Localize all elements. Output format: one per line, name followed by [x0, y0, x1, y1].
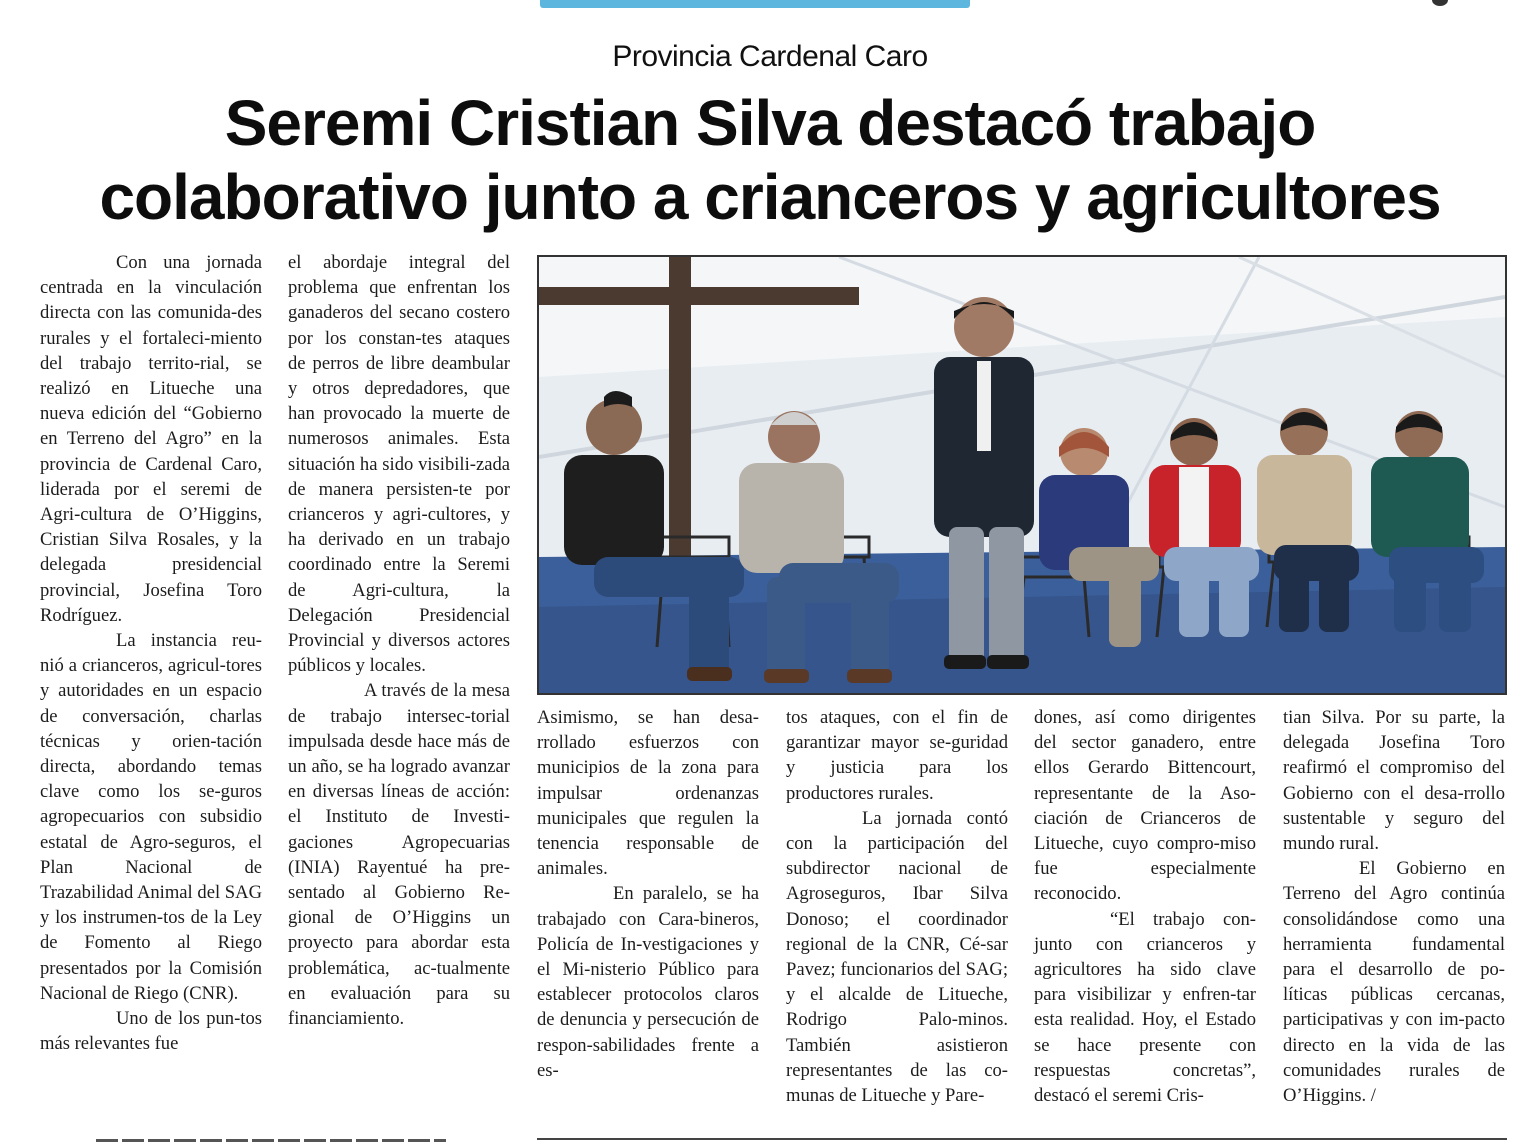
masthead-strip — [0, 0, 1540, 14]
paragraph: el abordaje integral del problema que enfrentan los ganaderos del secano costero por los constan-tes ataques de perros de libre deambular y otros depredadores, que han provocado la muerte de numerosos animales. Esta situación ha sido visibili-zada de manera persisten-te por crianceros y agri-cultores, y ha derivado en un trabajo coordinado entre la Seremi de Agri-cultura, la Delegación Presidencial Provincial y diversos actores públicos y locales. — [288, 252, 510, 677]
paragraph: La instancia reu-nió a crianceros, agricul-tores y autoridades en un espacio de conversación, charlas técnicas y orien-tación directa, abordando temas clave como los se-guros agropecuarios con subsidio estatal de Agro-seguros, el Plan Nacional de Trazabilidad Animal del SAG y los instrumen-tos de la Ley de Fomento al Riego presentados por la Comisión Nacional de Riego (CNR). — [40, 630, 262, 1004]
article-column-5 — [1034, 705, 1256, 1108]
page-mark-icon — [1432, 0, 1448, 6]
paragraph: tos ataques, con el fin de garantizar mayor se-guridad y justicia para los productores rurales. — [786, 707, 1008, 804]
article-column-3 — [537, 705, 759, 1083]
paragraph: La jornada contó con la participación del subdirector nacional de Agroseguros, Ibar Silva Donoso; el coordinador regional de la CNR, Cé-sar Pavez; funcionarios del SAG; y el alcalde de Litueche, Rodrigo Palo-minos. También asistieron representantes de las co-munas de Litueche y Pare- — [786, 807, 1008, 1107]
headline — [0, 86, 1540, 234]
article-column-6 — [1283, 705, 1505, 1108]
headline-line-1: Seremi Cristian Silva destacó trabajo — [224, 87, 1316, 159]
paragraph: Uno de los pun-tos más relevantes fue — [40, 1008, 262, 1055]
paragraph: dones, así como dirigentes del sector ganadero, entre ellos Gerardo Bittencourt, representante de la Aso-ciación de Crianceros de Litueche, cuyo compro-miso fue especialmente reconocido. — [1034, 707, 1256, 905]
article-photo — [537, 255, 1507, 695]
headline-line-2: colaborativo junto a crianceros y agricultores — [99, 161, 1441, 233]
paragraph: tian Silva. Por su parte, la delegada Josefina Toro reafirmó el compromiso del Gobierno con el desa-rrollo sustentable y seguro del mundo rural. — [1283, 707, 1505, 855]
article-column-2 — [288, 250, 510, 1031]
section-band — [540, 0, 970, 8]
paragraph: Asimismo, se han desa-rrollado esfuerzos con municipios de la zona para impulsar ordenanzas municipales que regulen la tenencia responsable de animales. — [537, 707, 759, 880]
article-column-4 — [786, 705, 1008, 1108]
paragraph: El Gobierno en Terreno del Agro continúa consolidándose como una herramienta fundamental para el desarrollo de po-líticas públicas cercanas, participativas y con im-pacto directo en la vida de las comunidades rurales de O’Higgins. / — [1283, 858, 1505, 1107]
footer-rule — [537, 1138, 1507, 1140]
paragraph: “El trabajo con-junto con crianceros y agricultores ha sido clave para visibilizar y enfren-tar esta realidad. Hoy, el Estado se hace presente con respuestas concretas”, destacó el seremi Cris- — [1034, 908, 1256, 1107]
footer-rule-left — [96, 1139, 446, 1142]
kicker: Provincia Cardenal Caro — [612, 40, 928, 73]
paragraph: A través de la mesa de trabajo intersec-torial impulsada desde hace más de un año, se ha logrado avanzar en diversas líneas de acción: el Instituto de Investi-gaciones Agropecuarias (INIA) Rayentué ha pre-sentado al Gobierno Re-gional de O’Higgins un proyecto para abordar esta problemática, ac-tualmente en evaluación para su financiamiento. — [288, 680, 510, 1030]
paragraph: Con una jornada centrada en la vinculación directa con las comunida-des rurales y el fortaleci-miento del trabajo territo-rial, se realizó en Litueche una nueva edición del “Gobierno en Terreno del Agro” en la provincia de Cardenal Caro, liderada por el seremi de Agri-cultura de O’Higgins, Cristian Silva Rosales, y la delegada presidencial provincial, Josefina Toro Rodríguez. — [40, 252, 262, 626]
paragraph: En paralelo, se ha trabajado con Cara-bineros, Policía de In-vestigaciones y el Mi-nisterio Público para establecer protocolos claros de denuncia y persecución de respon-sabilidades frente a es- — [537, 883, 759, 1081]
article-column-1 — [40, 250, 262, 1057]
